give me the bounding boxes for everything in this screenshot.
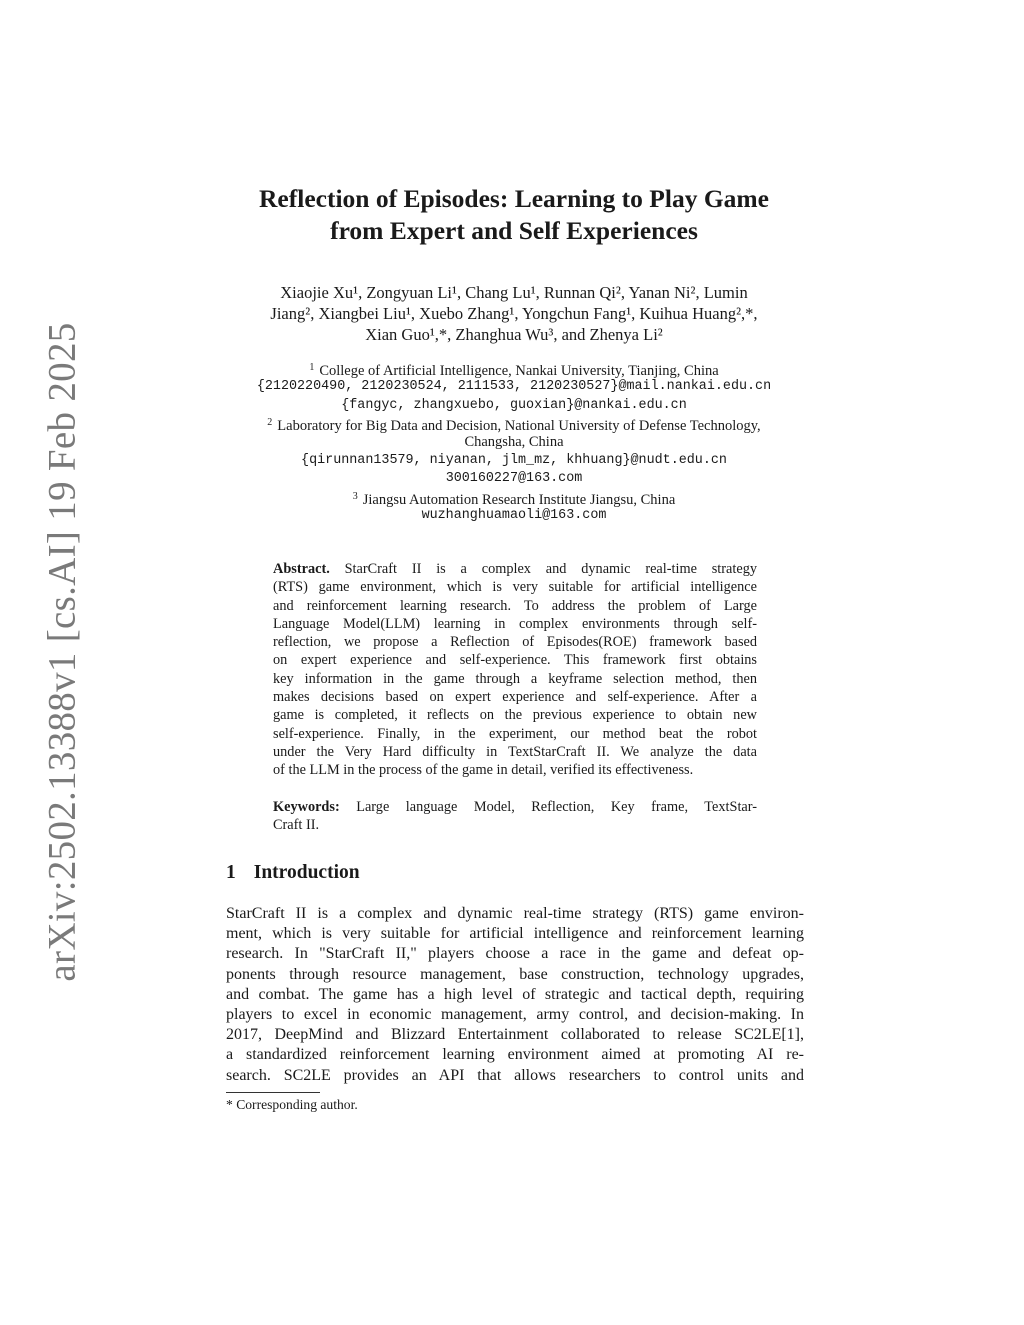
body-line: players to excel in economic management, army control, and decision-making. In [226, 1006, 804, 1024]
abstract-line: game is completed, it reflects on the previous experience to obtain new [273, 707, 757, 724]
abstract-line: of the LLM in the process of the game in detail, verified its effectiveness. [273, 762, 694, 779]
affiliation-3-email: wuzhanghuamaoli@163.com [421, 508, 607, 523]
abstract-line: self-experience. Finally, in the experiment, our method beat the robot [273, 725, 757, 742]
body-line: ponents through resource management, base construction, technology upgrades, [226, 965, 804, 983]
body-line: 2017, DeepMind and Blizzard Entertainment collaborated to release SC2LE[1], [226, 1026, 804, 1044]
affiliation-2-email: 300160227@163.com [445, 471, 583, 486]
affiliation-2-email: {qirunnan13579, niyanan, jlm_mz, khhuang}@nudt.edu.cn [301, 453, 727, 468]
body-line: search. SC2LE provides an API that allows researchers to control units and [226, 1066, 804, 1084]
keywords-line [273, 798, 757, 816]
affiliation-1-email: {2120220490, 2120230524, 2111533, 2120230527}@mail.nankai.edu.cn [256, 379, 772, 394]
body-line: ment, which is very suitable for artificial intelligence and reinforcement learning [226, 925, 804, 943]
section-number: 1 [226, 862, 236, 883]
affiliation-mark: 1 [309, 362, 315, 373]
affiliation-name: Jiangsu Automation Research Institute Jiangsu, China [362, 492, 676, 508]
body-line: and combat. The game has a high level of strategic and tactical depth, requiring [226, 985, 804, 1003]
author-line: Jiang², Xiangbei Liu¹, Xuebo Zhang¹, Yongchun Fang¹, Kuihua Huang²,*, [270, 304, 758, 323]
affiliation-2-city: Changsha, China [464, 434, 564, 450]
body-line: research. In "StarCraft II," players choose a race in the game and defeat op- [226, 945, 804, 963]
title-line: Reflection of Episodes: Learning to Play Game [259, 184, 769, 213]
keywords-text: Large language Model, Reflection, Key frame, TextStar- [356, 799, 758, 815]
arxiv-side-stamp: arXiv:2502.13388v1 [cs.AI] 19 Feb 2025 [40, 322, 84, 982]
affiliation-1-email: {fangyc, zhangxuebo, guoxian}@nankai.edu.cn [341, 398, 687, 413]
affiliation-mark: 2 [267, 417, 273, 428]
author-list [214, 282, 814, 345]
abstract-line: (RTS) game environment, which is very suitable for artificial intelligence [273, 579, 757, 596]
abstract-line: reflection, we propose a Reflection of Episodes(ROE) framework based [273, 634, 757, 651]
keywords-line: Craft II. [273, 817, 320, 834]
keywords-label: Keywords: [273, 799, 340, 815]
abstract-line: and reinforcement learning research. To address the problem of Large [273, 597, 757, 614]
abstract-text: StarCraft II is a complex and dynamic real-time strategy [344, 561, 757, 577]
paper-title [214, 183, 814, 247]
section-title: Introduction [253, 862, 360, 883]
abstract-line: Language Model(LLM) learning in complex environments through self- [273, 615, 757, 632]
affiliation-name: Laboratory for Big Data and Decision, National University of Defense Technology, [277, 418, 761, 434]
footnote-divider [226, 1092, 320, 1093]
abstract [273, 560, 757, 780]
affiliation-name: College of Artificial Intelligence, Nankai University, Tianjing, China [319, 363, 719, 379]
intro-paragraph [226, 904, 804, 1086]
author-line: Xian Guo¹,*, Zhanghua Wu³, and Zhenya Li² [365, 325, 663, 344]
author-line: Xiaojie Xu¹, Zongyuan Li¹, Chang Lu¹, Runnan Qi², Yanan Ni², Lumin [280, 283, 748, 302]
abstract-line: under the Very Hard difficulty in TextStarCraft II. We analyze the data [273, 743, 757, 760]
title-line: from Expert and Self Experiences [330, 216, 698, 245]
footnote: * Corresponding author. [226, 1097, 358, 1112]
abstract-line [273, 560, 757, 578]
abstract-line: makes decisions based on expert experience and self-experience. After a [273, 689, 757, 706]
body-line: a standardized reinforcement learning environment aimed at promoting AI re- [226, 1046, 804, 1064]
abstract-label: Abstract. [273, 561, 330, 577]
section-heading [226, 862, 360, 884]
abstract-line: on expert experience and self-experience. This framework first obtains [273, 652, 757, 669]
body-line: StarCraft II is a complex and dynamic real-time strategy (RTS) game environ- [226, 905, 804, 922]
abstract-line: key information in the game through a keyframe selection method, then [273, 670, 757, 687]
keywords [273, 798, 757, 835]
affiliation-mark: 3 [352, 491, 358, 502]
